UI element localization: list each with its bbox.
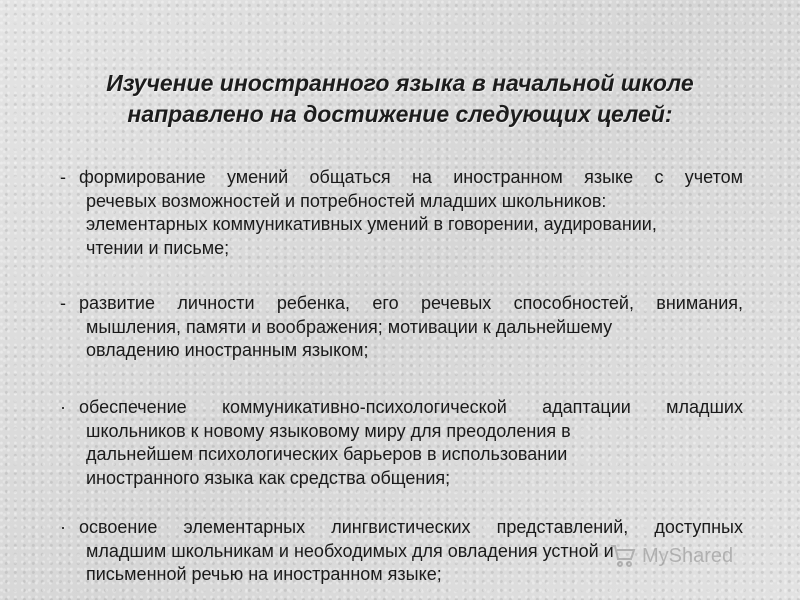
item-marker: · xyxy=(60,397,66,417)
item-line: освоение элементарных лингвистических представлений, доступных xyxy=(79,517,743,537)
item-line: овладению иностранным языком; xyxy=(86,340,369,360)
item-marker: - xyxy=(60,293,66,313)
item-first-line xyxy=(60,166,743,190)
item-line: младшим школьникам и необходимых для овладения устной и xyxy=(86,540,614,561)
list-item xyxy=(60,292,743,363)
item-line: письменной речью на иностранном языке; xyxy=(86,564,442,584)
slide-title xyxy=(40,68,760,130)
item-first-line xyxy=(60,396,743,420)
item-first-line xyxy=(60,516,743,540)
item-line: развитие личности ребенка, его речевых способностей, внимания, xyxy=(79,293,743,313)
list-item xyxy=(60,516,743,587)
item-line: формирование умений общаться на иностранном языке с учетом xyxy=(79,167,743,187)
watermark-text: MyShared xyxy=(642,544,734,567)
list-item xyxy=(60,166,743,260)
item-line: школьников к новому языковому миру для преодоления в xyxy=(86,420,571,441)
item-first-line xyxy=(60,292,743,316)
item-marker: - xyxy=(60,167,66,187)
item-line: обеспечение коммуникативно-психологической адаптации младших xyxy=(79,397,743,417)
item-line: иностранного языка как средства общения; xyxy=(86,467,451,488)
item-line: чтении и письме; xyxy=(86,237,230,258)
item-line: мышления, памяти и воображения; мотивации к дальнейшему xyxy=(86,316,613,337)
list-item xyxy=(60,396,743,490)
item-line: речевых возможностей и потребностей младших школьников: xyxy=(86,190,607,211)
item-line: элементарных коммуникативных умений в говорении, аудировании, xyxy=(86,214,657,234)
title-line-2: направлено на достижение следующих целей: xyxy=(127,101,673,127)
item-line: дальнейшем психологических барьеров в использовании xyxy=(86,444,568,464)
item-marker: · xyxy=(60,517,66,537)
title-line-1: Изучение иностранного языка в начальной школе xyxy=(106,70,694,96)
